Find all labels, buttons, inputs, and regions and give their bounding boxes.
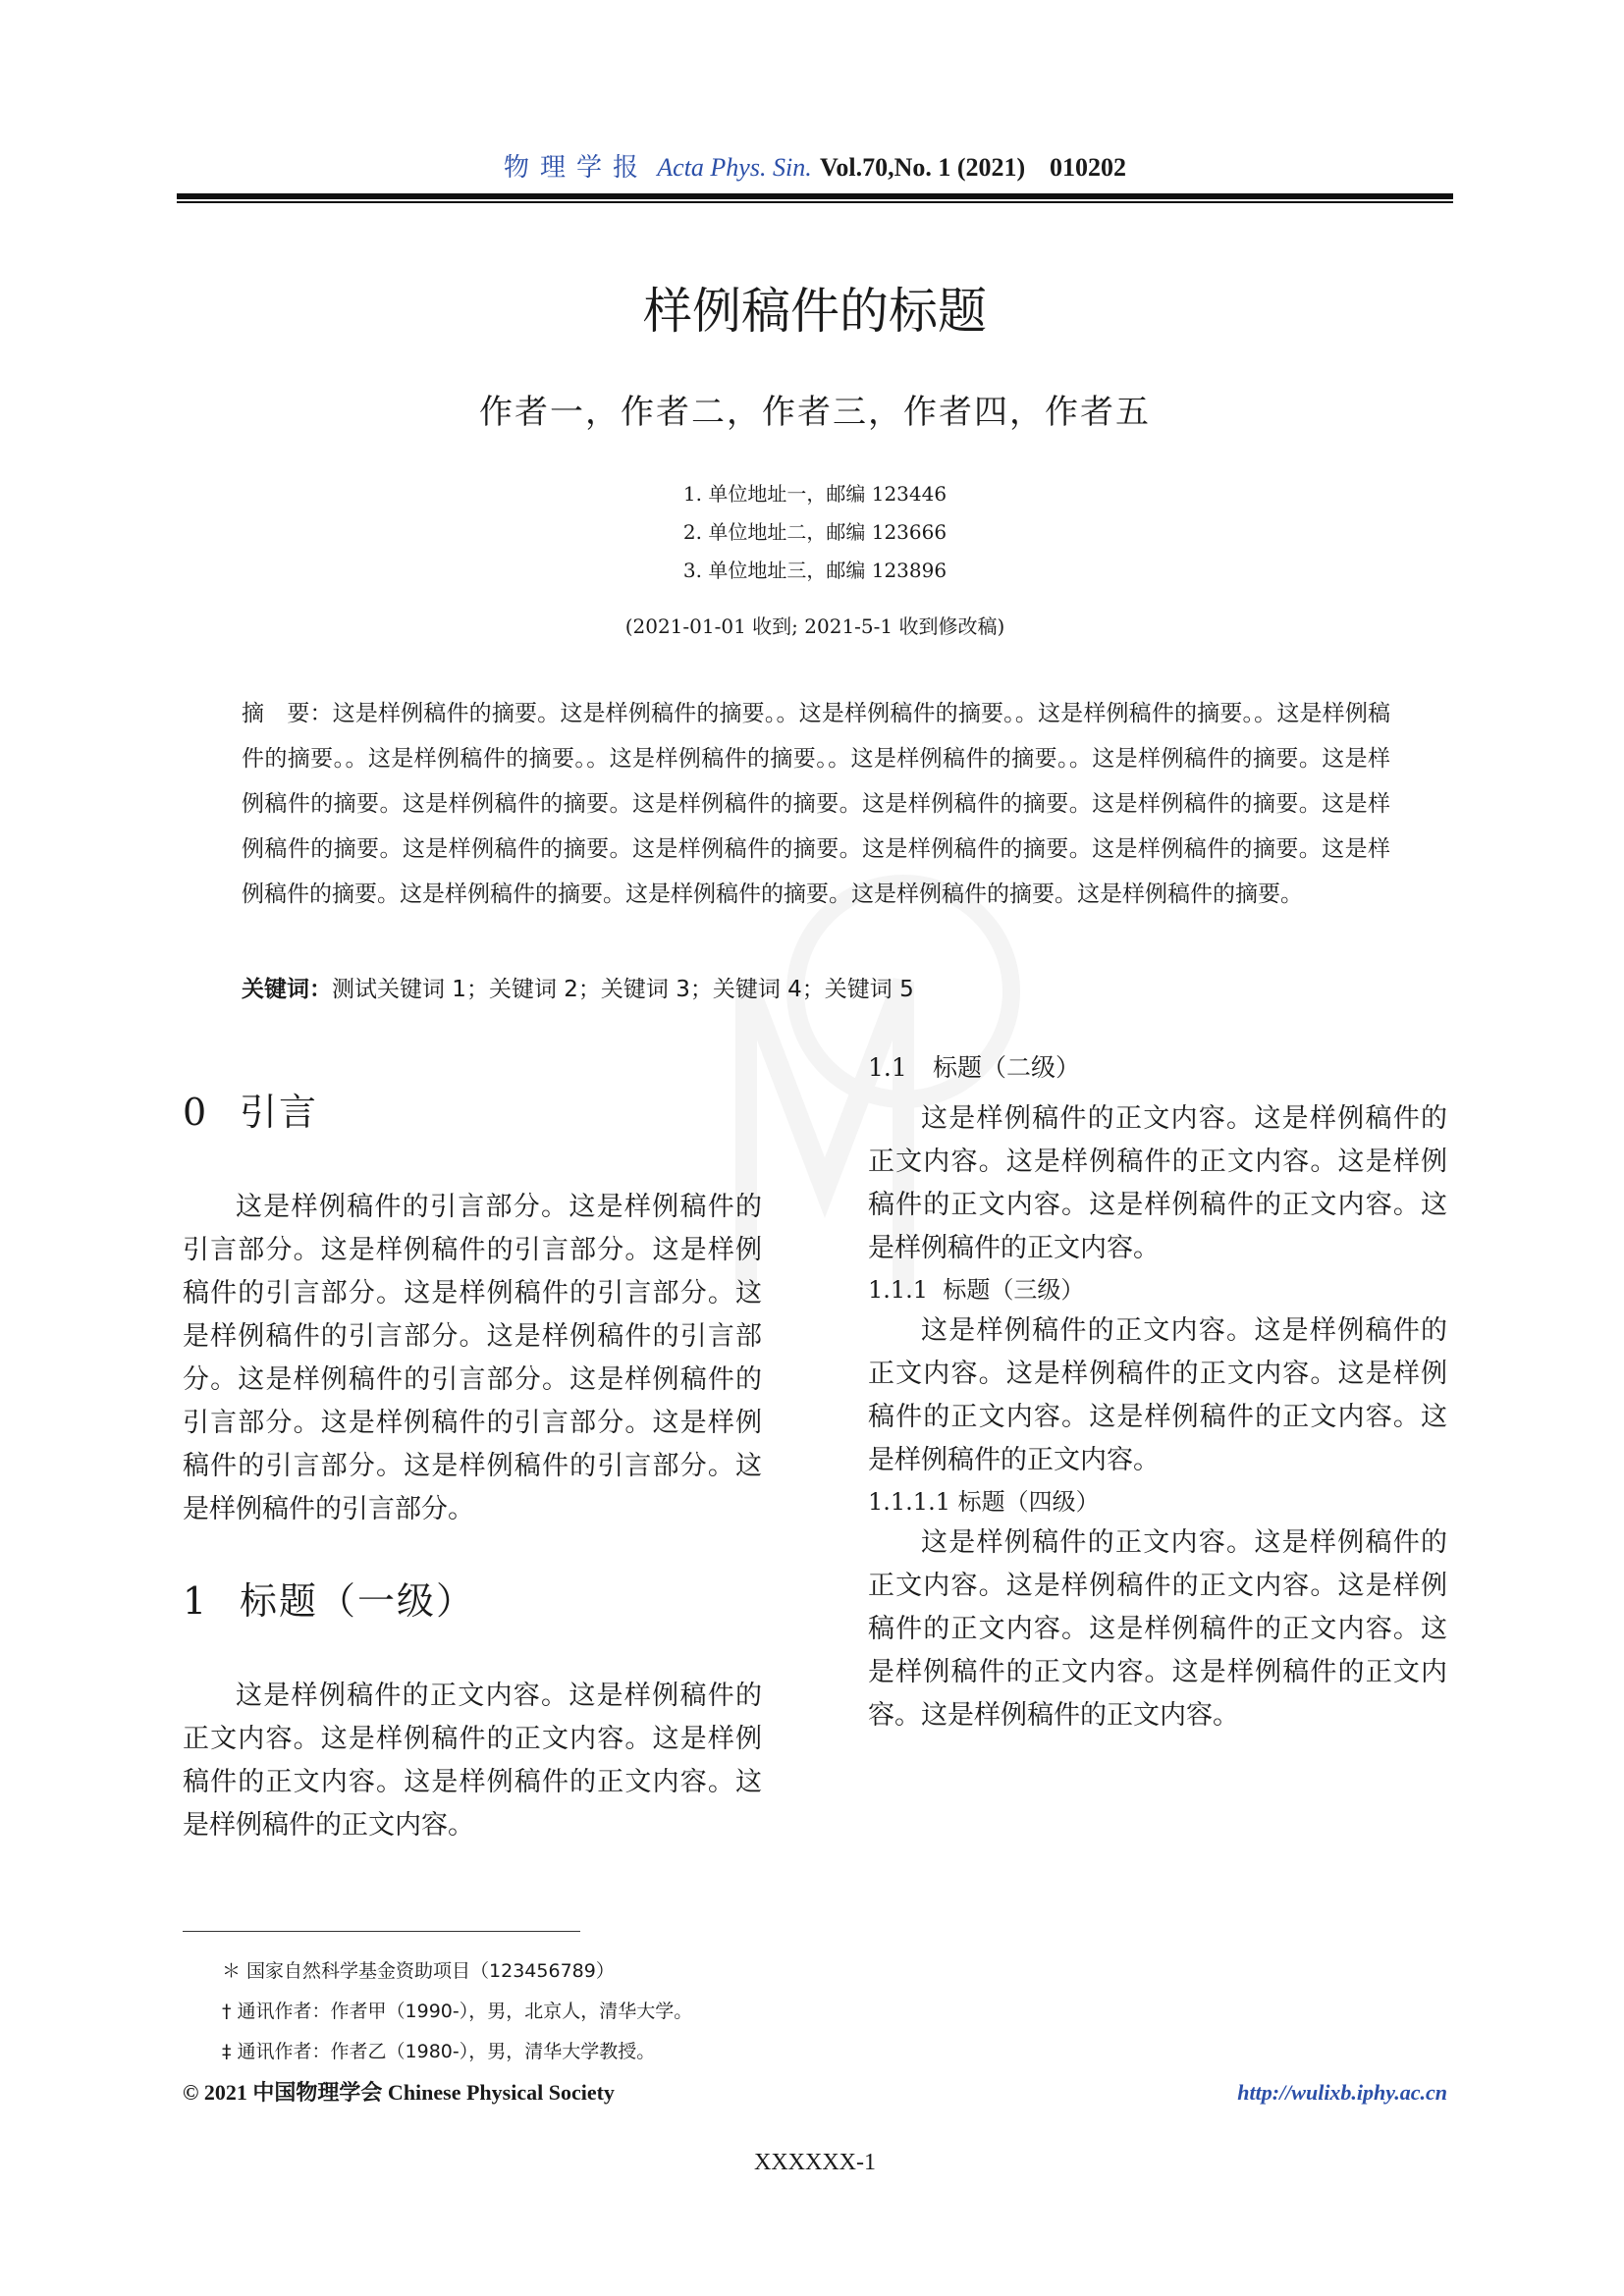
running-header (177, 147, 1453, 188)
section-number: 0 (183, 1091, 209, 1134)
section-paragraph: 这是样例稿件的正文内容。这是样例稿件的正文内容。这是样例稿件的正文内容。这是样例稿件的正文内容。这是样例稿件的正文内容。这是样例稿件的正文内容。这是样例稿件的正文内容。这是样例稿件的正文内容。 (868, 1527, 1447, 1731)
subsection-number: 1.1.1 (868, 1276, 929, 1304)
paper-title: 样例稿件的标题 (643, 283, 987, 340)
header-rule-thin (177, 201, 1453, 203)
author-list: 作者一，作者二，作者三，作者四，作者五 (479, 393, 1151, 432)
page-number: XXXXXX-1 (754, 2150, 876, 2175)
footnote-rule (183, 1931, 580, 1932)
abstract-text: 这是样例稿件的摘要。这是样例稿件的摘要。。这是样例稿件的摘要。。这是样例稿件的摘要。。这是样例稿件的摘要。。这是样例稿件的摘要。。这是样例稿件的摘要。。这是样例稿件的摘要。。这是样例稿件的摘要。这是样例稿件的摘要。这是样例稿件的摘要。这是样例稿件的摘要。这是样例稿件的摘要。这是样例稿件的摘要。这是样例稿件的摘要。这是样例稿件的摘要。这是样例稿件的摘要。这是样例稿件的摘要。这是样例稿件的摘要。这是样例稿件的摘要。这是样例稿件的摘要。这是样例稿件的摘要。这是样例稿件的摘要。这是样例稿件的摘要。 (242, 701, 1391, 907)
journal-url-link[interactable]: http://wulixb.iphy.ac.cn (1237, 2080, 1447, 2105)
section-number: 1 (183, 1579, 209, 1623)
section-paragraph: 这是样例稿件的正文内容。这是样例稿件的正文内容。这是样例稿件的正文内容。这是样例稿件的正文内容。这是样例稿件的正文内容。这是样例稿件的正文内容。 (183, 1681, 762, 1841)
section-title: 标题（一级） (240, 1579, 476, 1623)
journal-name-cn: 物理学报 (504, 153, 650, 183)
subsection-number: 1.1.1.1 (868, 1488, 950, 1516)
section-title: 引言 (240, 1091, 319, 1134)
section-paragraph: 这是样例稿件的引言部分。这是样例稿件的引言部分。这是样例稿件的引言部分。这是样例稿件的引言部分。这是样例稿件的引言部分。这是样例稿件的引言部分。这是样例稿件的引言部分。这是样例稿件的引言部分。这是样例稿件的引言部分。这是样例稿件的引言部分。这是样例稿件的引言部分。这是样例稿件的引言部分。这是样例稿件的引言部分。 (183, 1192, 762, 1524)
section-paragraph: 这是样例稿件的正文内容。这是样例稿件的正文内容。这是样例稿件的正文内容。这是样例稿件的正文内容。这是样例稿件的正文内容。这是样例稿件的正文内容。 (868, 1315, 1447, 1475)
keywords-label: 关键词： (242, 977, 332, 1002)
received-dates: (2021-01-01 收到; 2021-5-1 收到修改稿) (624, 614, 1005, 638)
right-column (868, 1048, 1447, 1737)
article-number: 010202 (1049, 153, 1126, 182)
subsection-title: 标题（三级） (943, 1276, 1085, 1304)
section-heading-0 (183, 1088, 762, 1137)
header-rule-thick (177, 193, 1453, 199)
subsection-title: 标题（二级） (933, 1053, 1081, 1082)
copyright-notice: © 2021 中国物理学会 Chinese Physical Society (183, 2080, 615, 2105)
subsection-heading-1-1-1-1 (868, 1482, 1447, 1522)
subsection-heading-1-1 (868, 1048, 1447, 1088)
affiliation-3: 3. 单位地址三，邮编 123896 (682, 559, 947, 582)
left-column (183, 1088, 762, 1847)
footnote-funding: ＊ 国家自然科学基金资助项目（123456789） (222, 1960, 615, 1982)
section-heading-1 (183, 1576, 762, 1626)
keywords-text: 测试关键词 1；关键词 2；关键词 3；关键词 4；关键词 5 (332, 977, 914, 1002)
keywords (242, 970, 1390, 1009)
subsection-heading-1-1-1 (868, 1270, 1447, 1309)
subsection-number: 1.1 (868, 1053, 907, 1082)
section-paragraph: 这是样例稿件的正文内容。这是样例稿件的正文内容。这是样例稿件的正文内容。这是样例稿件的正文内容。这是样例稿件的正文内容。这是样例稿件的正文内容。 (868, 1103, 1447, 1263)
footnote-corresponding-1: † 通讯作者：作者甲（1990-），男，北京人，清华大学。 (222, 2001, 693, 2022)
abstract-label: 摘 要： (242, 701, 333, 726)
volume-info: Vol.70,No. 1 (2021) (819, 153, 1026, 182)
subsection-title: 标题（四级） (957, 1488, 1100, 1516)
abstract (242, 691, 1390, 917)
footnote-corresponding-2: ‡ 通讯作者：作者乙（1980-），男，清华大学教授。 (222, 2041, 656, 2062)
affiliation-1: 1. 单位地址一，邮编 123446 (682, 482, 947, 506)
journal-name-en: Acta Phys. Sin. (657, 153, 812, 182)
affiliation-2: 2. 单位地址二，邮编 123666 (682, 520, 947, 544)
